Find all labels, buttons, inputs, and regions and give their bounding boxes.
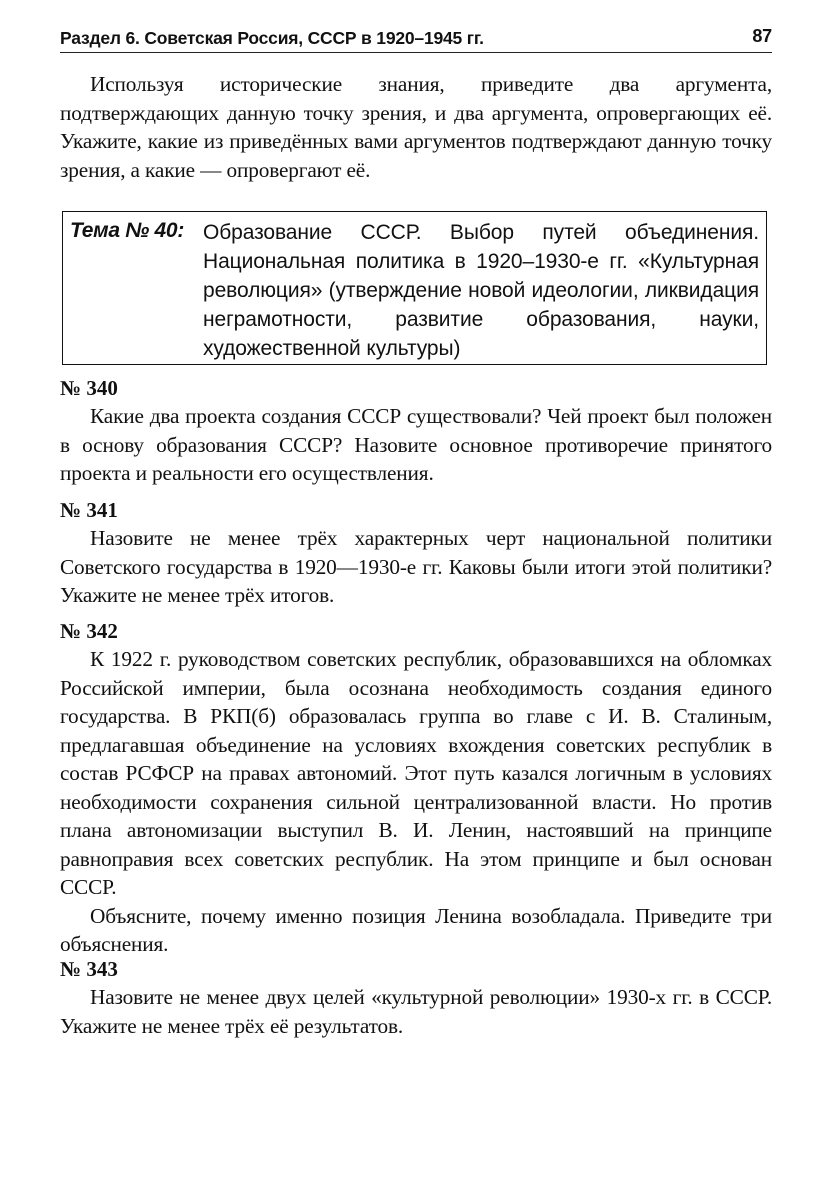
question-number: № 340 bbox=[60, 376, 118, 400]
question-text: Объясните, почему именно позиция Ленина возобладала. Приведите три объяснения. bbox=[60, 903, 772, 956]
topic-label: Тема № 40: bbox=[70, 219, 185, 242]
intro-paragraph: Используя исторические знания, приведите два аргумента, подтверждающих данную точку зрения, и два аргумента, опровергающих её. Укажите, какие из приведённых вами аргументов подтверждают данную точку зрения, а какие — опровергают её. bbox=[60, 72, 772, 182]
topic-box bbox=[62, 211, 767, 365]
question-number: № 342 bbox=[60, 619, 118, 643]
section-title: Раздел 6. Советская Россия, СССР в 1920–1945 гг. bbox=[60, 28, 484, 48]
question-340 bbox=[60, 374, 772, 488]
question-341 bbox=[60, 496, 772, 610]
question-343 bbox=[60, 955, 772, 1040]
question-text: Назовите не менее двух целей «культурной революции» 1930-х гг. в СССР. Укажите не менее трёх её результатов. bbox=[60, 985, 772, 1038]
question-text: К 1922 г. руководством советских республик, образовавшихся на обломках Российской империи, была осознана необходимость создания единого государства. В РКП(б) образовалась группа во главе с И. В. Сталиным, предлагавшая объединение на условиях вхождения советских республик в состав РСФСР на правах автономий. Этот путь казался логичным в условиях необходимости сохранения сильной централизованной власти. Но против плана автономизации выступил В. И. Ленин, настоявший на принципе равноправия всех советских республик. На этом принципе и был основан СССР. bbox=[60, 647, 772, 899]
page-number: 87 bbox=[752, 26, 772, 46]
question-text: Назовите не менее трёх характерных черт национальной политики Советского государства в 1920—1930-е гг. Каковы были итоги этой политики? Укажите не менее трёх итогов. bbox=[60, 526, 772, 607]
question-number: № 343 bbox=[60, 957, 118, 981]
question-342 bbox=[60, 617, 772, 959]
topic-text: Образование СССР. Выбор путей объединения. Национальная политика в 1920–1930-е гг. «Культурная революция» (утверждение новой идеологии, ликвидация неграмотности, развитие образования, науки, художественной культуры) bbox=[203, 221, 759, 360]
question-number: № 341 bbox=[60, 498, 118, 522]
question-text: Какие два проекта создания СССР существовали? Чей проект был положен в основу образования СССР? Назовите основное противоречие принятого проекта и реальности его осуществления. bbox=[60, 404, 772, 485]
running-header bbox=[60, 24, 772, 53]
